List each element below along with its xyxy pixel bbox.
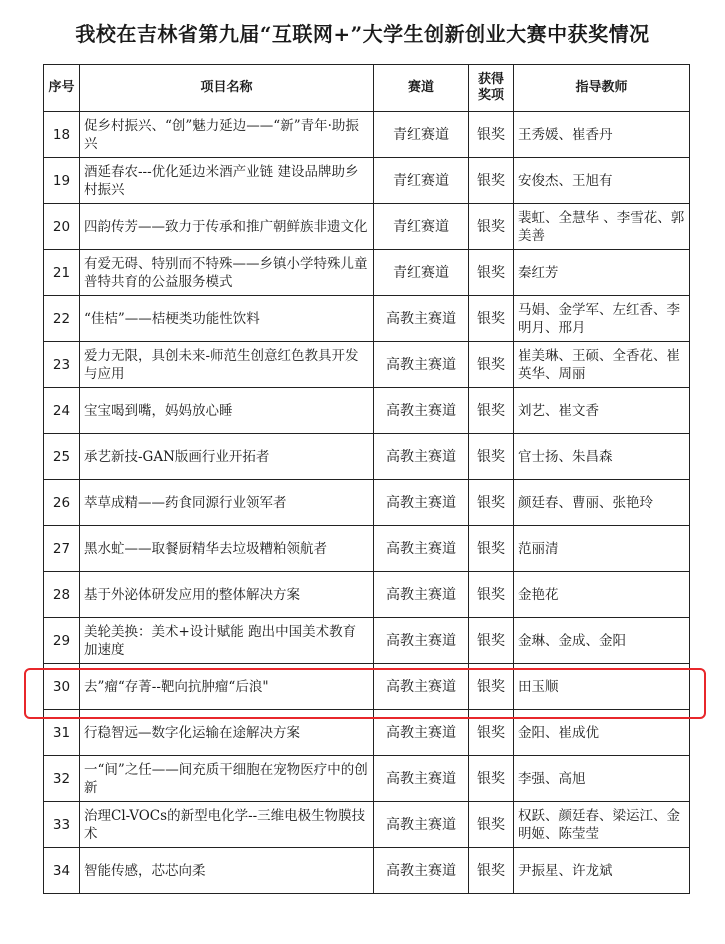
cell-award: 银奖 [469,802,514,848]
table-row [44,434,690,480]
cell-award: 银奖 [469,112,514,158]
cell-project-name: 美轮美换：美术+设计赋能 跑出中国美术教育加速度 [80,618,374,664]
cell-project-name: 有爱无碍、特别而不特殊——乡镇小学特殊儿童普特共育的公益服务模式 [80,250,374,296]
cell-award: 银奖 [469,342,514,388]
cell-track: 青红赛道 [374,112,469,158]
cell-num: 31 [44,710,80,756]
cell-teacher: 马娟、金学军、左红香、李明月、邢月 [514,296,690,342]
cell-award: 银奖 [469,296,514,342]
cell-num: 23 [44,342,80,388]
cell-teacher: 范丽清 [514,526,690,572]
cell-num: 22 [44,296,80,342]
cell-project-name: 基于外泌体研发应用的整体解决方案 [80,572,374,618]
cell-project-name: 四韵传芳——致力于传承和推广朝鲜族非遗文化 [80,204,374,250]
header-name: 项目名称 [80,65,374,112]
cell-award: 银奖 [469,572,514,618]
cell-track: 高教主赛道 [374,480,469,526]
cell-track: 青红赛道 [374,204,469,250]
table-row [44,664,690,710]
cell-teacher: 尹振星、许龙斌 [514,848,690,894]
cell-award: 银奖 [469,158,514,204]
cell-num: 34 [44,848,80,894]
cell-num: 29 [44,618,80,664]
awards-table [43,64,690,894]
cell-teacher: 刘艺、崔文香 [514,388,690,434]
table-row [44,296,690,342]
cell-track: 高教主赛道 [374,296,469,342]
table-row [44,158,690,204]
cell-project-name: 爱力无限，具创未来-师范生创意红色教具开发与应用 [80,342,374,388]
cell-num: 32 [44,756,80,802]
cell-teacher: 裴虹、全慧华 、李雪花、郭美善 [514,204,690,250]
cell-project-name: “佳桔”——桔梗类功能性饮料 [80,296,374,342]
cell-award: 银奖 [469,480,514,526]
table-row [44,756,690,802]
cell-award: 银奖 [469,250,514,296]
header-award: 获得奖项 [469,65,514,112]
table-row [44,802,690,848]
cell-project-name: 智能传感，芯芯向柔 [80,848,374,894]
cell-track: 青红赛道 [374,158,469,204]
table-header-row [44,65,690,112]
cell-track: 高教主赛道 [374,434,469,480]
cell-track: 高教主赛道 [374,756,469,802]
cell-project-name: 行稳智远—数字化运输在途解决方案 [80,710,374,756]
cell-teacher: 金艳花 [514,572,690,618]
cell-teacher: 崔美琳、王硕、全香花、崔英华、周丽 [514,342,690,388]
cell-award: 银奖 [469,618,514,664]
cell-project-name: 去”瘤“存菁--靶向抗肿瘤“后浪" [80,664,374,710]
cell-track: 高教主赛道 [374,618,469,664]
cell-award: 银奖 [469,204,514,250]
header-teacher: 指导教师 [514,65,690,112]
cell-teacher: 安俊杰、王旭有 [514,158,690,204]
cell-track: 高教主赛道 [374,572,469,618]
cell-num: 28 [44,572,80,618]
table-row [44,526,690,572]
cell-teacher: 李强、高旭 [514,756,690,802]
cell-track: 高教主赛道 [374,664,469,710]
cell-award: 银奖 [469,526,514,572]
cell-project-name: 黑水虻——取餐厨精华去垃圾糟粕领航者 [80,526,374,572]
header-track: 赛道 [374,65,469,112]
cell-num: 27 [44,526,80,572]
cell-num: 19 [44,158,80,204]
page-title: 我校在吉林省第九届“互联网+”大学生创新创业大赛中获奖情况 [75,22,650,46]
cell-teacher: 官士扬、朱昌森 [514,434,690,480]
cell-num: 18 [44,112,80,158]
table-row [44,250,690,296]
cell-track: 高教主赛道 [374,526,469,572]
cell-project-name: 酒延春农---优化延边米酒产业链 建设品牌助乡村振兴 [80,158,374,204]
cell-track: 高教主赛道 [374,848,469,894]
cell-award: 银奖 [469,434,514,480]
cell-project-name: 宝宝喝到嘴，妈妈放心睡 [80,388,374,434]
cell-project-name: 治理Cl-VOCs的新型电化学--三维电极生物膜技术 [80,802,374,848]
cell-num: 33 [44,802,80,848]
table-row [44,848,690,894]
cell-num: 20 [44,204,80,250]
table-row [44,342,690,388]
cell-num: 24 [44,388,80,434]
cell-teacher: 王秀媛、崔香丹 [514,112,690,158]
cell-track: 高教主赛道 [374,802,469,848]
cell-teacher: 秦红芳 [514,250,690,296]
cell-track: 高教主赛道 [374,710,469,756]
cell-num: 25 [44,434,80,480]
table-row [44,480,690,526]
cell-award: 银奖 [469,664,514,710]
cell-track: 青红赛道 [374,250,469,296]
table-row [44,204,690,250]
cell-award: 银奖 [469,756,514,802]
cell-num: 21 [44,250,80,296]
cell-num: 26 [44,480,80,526]
cell-track: 高教主赛道 [374,388,469,434]
cell-teacher: 金琳、金成、金阳 [514,618,690,664]
table-row [44,572,690,618]
cell-track: 高教主赛道 [374,342,469,388]
cell-project-name: 萃草成精——药食同源行业领军者 [80,480,374,526]
cell-teacher: 颜廷春、曹丽、张艳玲 [514,480,690,526]
cell-project-name: 承艺新技-GAN版画行业开拓者 [80,434,374,480]
table-row [44,710,690,756]
cell-award: 银奖 [469,710,514,756]
cell-teacher: 田玉顺 [514,664,690,710]
table-row [44,388,690,434]
cell-project-name: 促乡村振兴、“创”魅力延边——“新”青年·助振兴 [80,112,374,158]
cell-award: 银奖 [469,848,514,894]
cell-num: 30 [44,664,80,710]
cell-award: 银奖 [469,388,514,434]
table-row [44,618,690,664]
table-row [44,112,690,158]
header-num: 序号 [44,65,80,112]
cell-project-name: 一“间”之任——间充质干细胞在宠物医疗中的创新 [80,756,374,802]
cell-teacher: 权跃、颜廷春、梁运江、金明姬、陈莹莹 [514,802,690,848]
cell-teacher: 金阳、崔成优 [514,710,690,756]
